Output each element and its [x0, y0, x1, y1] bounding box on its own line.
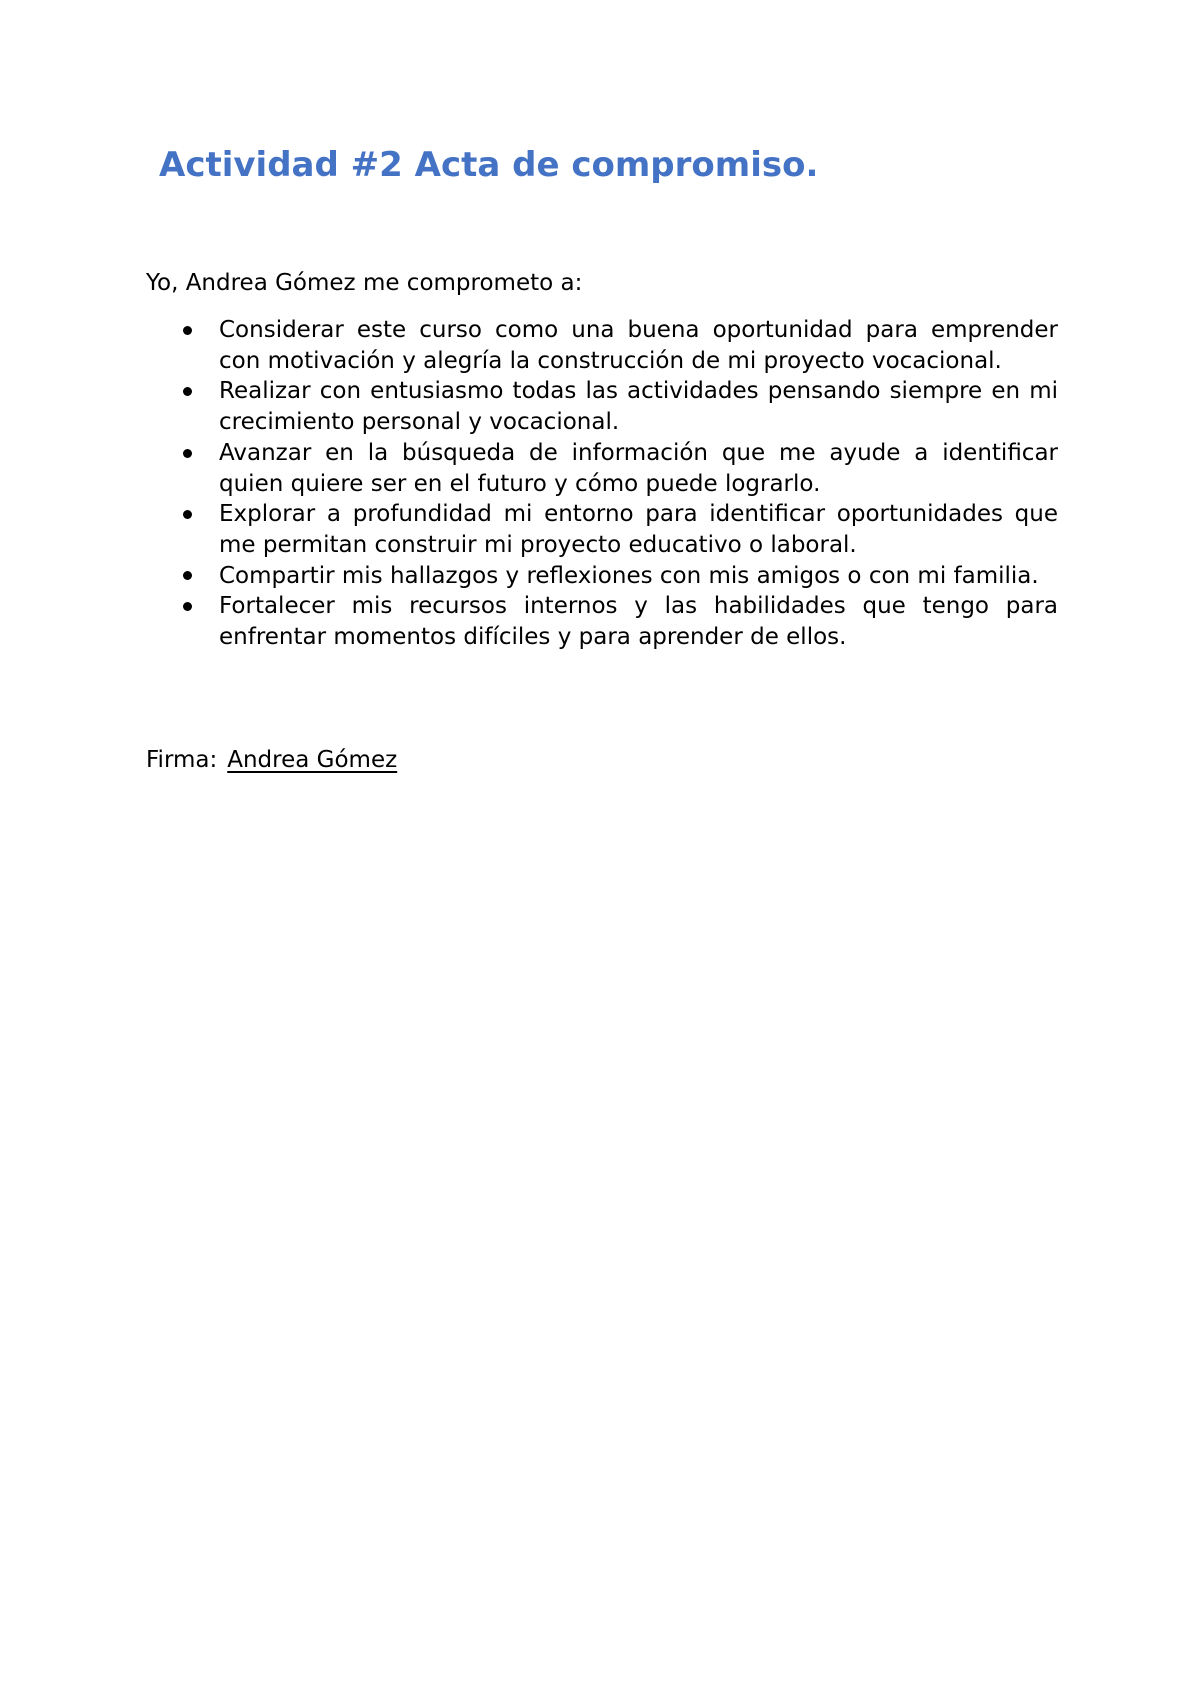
- signature-name: Andrea Gómez: [227, 747, 398, 773]
- commitment-text: Avanzar en la búsqueda de información que me ayude a identificar quien quiere ser en el futuro y cómo puede lograrlo.: [219, 439, 1058, 497]
- commitment-text: Realizar con entusiasmo todas las actividades pensando siempre en mi crecimiento personal y vocacional.: [219, 378, 1058, 436]
- commitment-text: Explorar a profundidad mi entorno para identificar oportunidades que me permitan construir mi proyecto educativo o laboral.: [219, 501, 1058, 558]
- bullet-icon: [183, 315, 193, 346]
- list-item: [146, 499, 1058, 560]
- list-item: [146, 561, 1058, 592]
- list-item: [146, 376, 1058, 437]
- intro-text: Yo, Andrea Gómez me comprometo a:: [146, 270, 583, 296]
- document-title: Actividad #2 Acta de compromiso.: [159, 145, 819, 185]
- list-item: [146, 438, 1058, 499]
- commitment-text: Compartir mis hallazgos y reflexiones con mis amigos o con mi familia.: [219, 562, 1039, 589]
- signature-line: [146, 745, 397, 775]
- commitment-list: [146, 315, 1058, 653]
- bullet-icon: [183, 438, 193, 469]
- bullet-icon: [183, 499, 193, 530]
- bullet-icon: [183, 591, 193, 622]
- list-item: [146, 315, 1058, 376]
- commitment-text: Considerar este curso como una buena oportunidad para emprender con motivación y alegría la construcción de mi proyecto vocacional.: [219, 317, 1058, 374]
- commitment-text: Fortalecer mis recursos internos y las habilidades que tengo para enfrentar momentos difíciles y para aprender de ellos.: [219, 593, 1058, 651]
- bullet-icon: [183, 376, 193, 407]
- bullet-icon: [183, 561, 193, 592]
- signature-label: Firma:: [146, 747, 218, 773]
- list-item: [146, 591, 1058, 652]
